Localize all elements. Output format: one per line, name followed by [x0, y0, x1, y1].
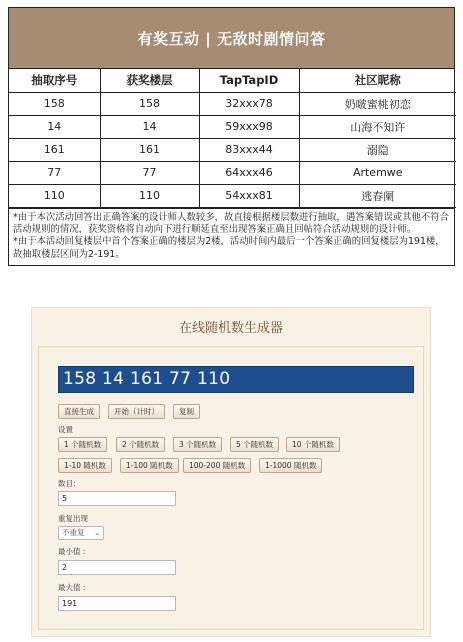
cell-draw-number: 77	[9, 161, 100, 184]
cell-taptap-id: 54xxx81	[199, 184, 299, 207]
direct-generate-button[interactable]: 直接生成	[58, 404, 100, 419]
chevron-down-icon: ⌄	[94, 529, 100, 537]
column-header: 社区昵称	[299, 69, 456, 92]
preset-count-button[interactable]: 5 个随机数	[230, 437, 279, 452]
count-label: 数目:	[58, 479, 76, 488]
winners-table	[9, 69, 456, 208]
repeat-select[interactable]	[58, 526, 104, 540]
cell-floor: 14	[100, 115, 199, 138]
preset-count-button[interactable]: 10 个随机数	[286, 437, 340, 452]
cell-nickname: Artemwe	[299, 161, 456, 184]
preset-range-button[interactable]: 100-200 随机数	[183, 458, 251, 473]
cell-floor: 158	[100, 92, 199, 115]
cell-nickname: 奶啵蜜桃初恋	[299, 92, 456, 115]
cell-draw-number: 161	[9, 138, 100, 161]
table-row	[9, 92, 456, 115]
column-header: 获奖楼层	[100, 69, 199, 92]
preset-range-button[interactable]: 1-100 随机数	[120, 458, 179, 473]
cell-nickname: 山海不知许	[299, 115, 456, 138]
preset-range-button[interactable]: 1-10 随机数	[58, 458, 112, 473]
preset-range-button[interactable]: 1-1000 随机数	[259, 458, 322, 473]
cell-nickname: 逃春阑	[299, 184, 456, 207]
cell-nickname: 溺隐	[299, 138, 456, 161]
max-label: 最大值 :	[58, 583, 86, 592]
generator-title: 在线随机数生成器	[178, 321, 283, 336]
cell-floor: 161	[100, 138, 199, 161]
table-row	[9, 115, 456, 138]
preset-count-button[interactable]: 3 个随机数	[173, 437, 222, 452]
repeat-select-value: 不重复	[62, 528, 85, 537]
preset-count-button[interactable]: 2 个随机数	[116, 437, 165, 452]
min-label: 最小值 :	[58, 547, 86, 556]
settings-label: 设置	[58, 425, 73, 434]
random-number-generator	[31, 307, 431, 637]
table-row	[9, 161, 456, 184]
cell-draw-number: 158	[9, 92, 100, 115]
table-row	[9, 184, 456, 207]
min-input[interactable]: 2	[58, 560, 176, 575]
table-header-row	[9, 69, 456, 92]
rules-notes	[9, 208, 454, 266]
cell-taptap-id: 32xxx78	[199, 92, 299, 115]
cell-floor: 110	[100, 184, 199, 207]
cell-taptap-id: 64xxx46	[199, 161, 299, 184]
note-paragraph: *由于本活动回复楼层中首个答案正确的楼层为2楼，活动时间内最后一个答案正确的回复楼层为191楼，故抽取楼层区间为2-191。	[13, 236, 445, 260]
start-timer-button[interactable]: 开始（计时）	[108, 404, 165, 419]
result-display: 158 14 161 77 110	[58, 366, 414, 393]
card-title: 有奖互动 | 无敌时剧情问答	[9, 8, 454, 69]
column-header: 抽取序号	[9, 69, 100, 92]
max-input[interactable]: 191	[58, 596, 176, 611]
cell-taptap-id: 59xxx98	[199, 115, 299, 138]
count-input[interactable]: 5	[58, 491, 176, 506]
table-row	[9, 138, 456, 161]
cell-draw-number: 110	[9, 184, 100, 207]
cell-taptap-id: 83xxx44	[199, 138, 299, 161]
cell-floor: 77	[100, 161, 199, 184]
copy-button[interactable]: 复制	[173, 404, 200, 419]
repeat-label: 重复出现	[58, 514, 88, 523]
note-paragraph: *由于本次活动回答出正确答案的设计师人数较多，故直接根据楼层数进行抽取，遇答案错误或其他不符合活动规则的情况，获奖资格将自动向下进行顺延直至出现答案正确且回帖符合活动规则的设计师。	[13, 211, 449, 235]
column-header: TapTapID	[199, 69, 299, 92]
results-card	[8, 7, 455, 266]
cell-draw-number: 14	[9, 115, 100, 138]
preset-count-button[interactable]: 1 个随机数	[58, 437, 107, 452]
